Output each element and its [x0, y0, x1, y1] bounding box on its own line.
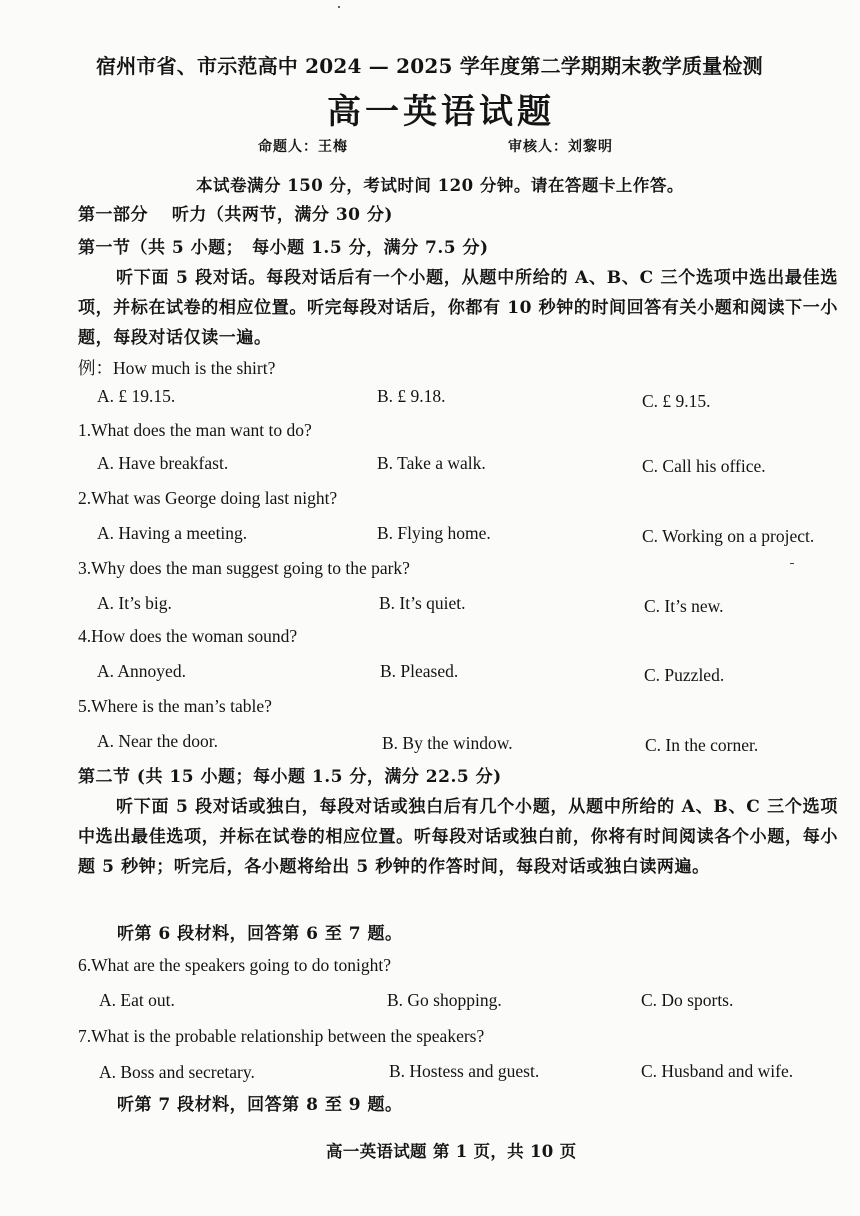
question-7: 7.What is the probable relationship between the speakers? — [78, 1026, 485, 1046]
exam-instructions: 本试卷满分 150 分，考试时间 120 分钟。请在答题卡上作答。 — [196, 176, 684, 195]
page-footer: 高一英语试题 第 1 页，共 10 页 — [326, 1142, 577, 1161]
q2-option-b: B. Flying home. — [377, 523, 491, 543]
example-option-c: C. £ 9.15. — [642, 391, 711, 411]
q2-option-a: A. Having a meeting. — [97, 523, 248, 543]
material-6-note: 听第 6 段材料，回答第 6 至 7 题。 — [117, 924, 403, 944]
section2-directions: 听下面 5 段对话或独白，每段对话或独白后有几个小题，从题中所给的 A、B、C 三个选项中选出最佳选项，并标在试卷的相应位置。听每段对话或独白前，你将有时间阅读各个小题，每小题 5 秒钟；听完后，各小题将给出 5 秒钟的作答时间，每段对话或独白读两遍。 — [78, 797, 838, 877]
q7-option-a: A. Boss and secretary. — [99, 1062, 255, 1082]
q7-option-b: B. Hostess and guest. — [389, 1061, 540, 1081]
setter-name: 命题人：王梅 — [258, 139, 348, 155]
q3-option-b: B. It’s quiet. — [379, 593, 466, 613]
q5-option-a: A. Near the door. — [97, 731, 219, 751]
reviewer-name: 审核人：刘黎明 — [508, 139, 613, 155]
q3-option-a: A. It’s big. — [97, 593, 172, 613]
section2-title: 第二节 (共 15 小题；每小题 1.5 分，满分 22.5 分) — [78, 767, 502, 787]
q4-option-b: B. Pleased. — [380, 661, 459, 681]
scan-mark — [790, 563, 794, 564]
question-1: 1.What does the man want to do? — [78, 420, 312, 440]
q3-option-c: C. It’s new. — [644, 596, 724, 616]
q6-option-c: C. Do sports. — [641, 990, 734, 1010]
q1-option-b: B. Take a walk. — [377, 453, 486, 473]
q4-option-c: C. Puzzled. — [644, 665, 725, 685]
q5-option-b: B. By the window. — [382, 733, 513, 753]
example-option-a: A. £ 19.15. — [97, 386, 176, 406]
q1-option-c: C. Call his office. — [642, 456, 766, 476]
q6-option-b: B. Go shopping. — [387, 990, 502, 1010]
question-2: 2.What was George doing last night? — [78, 488, 338, 508]
q5-option-c: C. In the corner. — [645, 735, 759, 755]
question-5: 5.Where is the man’s table? — [78, 696, 272, 716]
part1-title: 第一部分 听力（共两节，满分 30 分) — [78, 205, 393, 225]
section1-directions: 听下面 5 段对话。每段对话后有一个小题，从题中所给的 A、B、C 三个选项中选出最佳选项，并标在试卷的相应位置。听完每段对话后，你都有 10 秒钟的时间回答有关小题和阅读下一小题，每段对话仅读一遍。 — [78, 268, 838, 348]
question-3: 3.Why does the man suggest going to the park? — [78, 558, 410, 578]
q2-option-c: C. Working on a project. — [642, 526, 815, 546]
question-6: 6.What are the speakers going to do tonight? — [78, 955, 391, 975]
q1-option-a: A. Have breakfast. — [97, 453, 229, 473]
q7-option-c: C. Husband and wife. — [641, 1061, 794, 1081]
subject-title: 高一英语试题 — [327, 92, 555, 132]
material-7-note: 听第 7 段材料，回答第 8 至 9 题。 — [117, 1095, 403, 1115]
example-question: 例：How much is the shirt? — [78, 358, 276, 378]
q6-option-a: A. Eat out. — [99, 990, 175, 1010]
q4-option-a: A. Annoyed. — [97, 661, 186, 681]
question-4: 4.How does the woman sound? — [78, 626, 298, 646]
section1-title: 第一节（共 5 小题； 每小题 1.5 分，满分 7.5 分) — [78, 238, 489, 258]
exam-title: 宿州市省、市示范高中 2024 — 2025 学年度第二学期期末教学质量检测 — [96, 54, 763, 78]
example-option-b: B. £ 9.18. — [377, 386, 446, 406]
scan-mark — [338, 6, 340, 8]
